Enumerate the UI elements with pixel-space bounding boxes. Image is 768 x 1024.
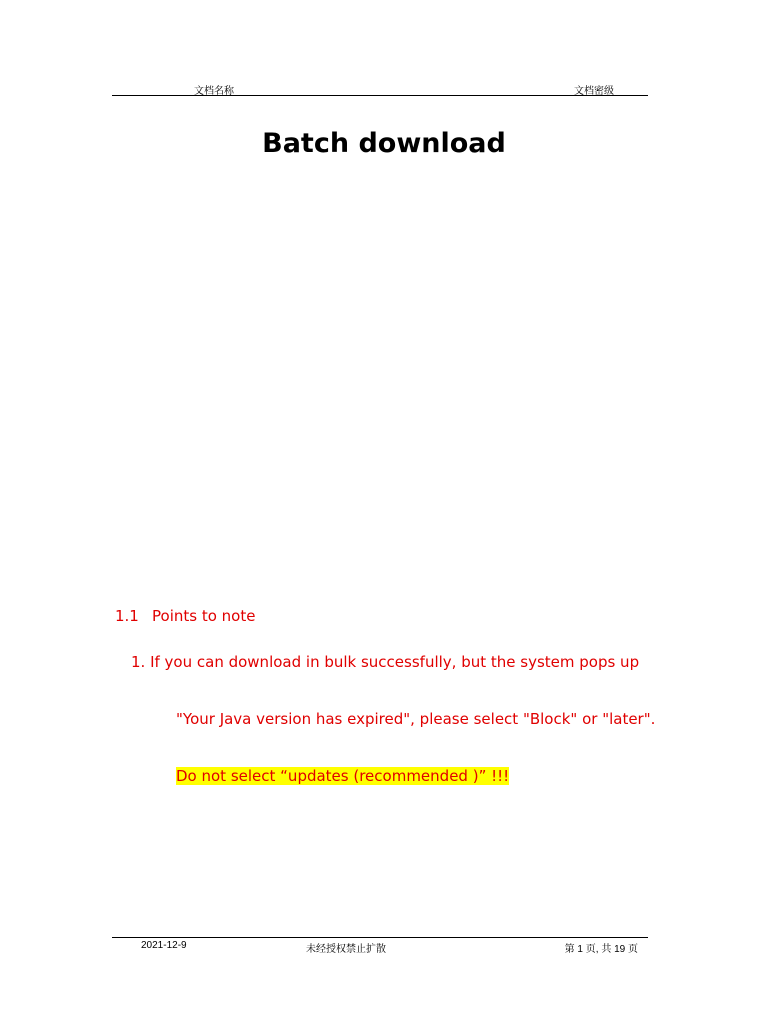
header-doc-classification: 文档密级: [574, 86, 614, 97]
body-line-3-highlight: [176, 767, 509, 785]
section-heading: [115, 607, 255, 625]
highlighted-warning: Do not select “updates (recommended )” !!!: [176, 767, 510, 785]
section-number: 1.1: [115, 607, 139, 625]
footer-date: 2021-12-9: [141, 940, 187, 951]
footer-page-number: 第 1 页, 共 19 页: [564, 944, 638, 955]
body-line-2: "Your Java version has expired", please select "Block" or "later".: [176, 710, 656, 728]
page-footer: [112, 937, 648, 955]
section-title: Points to note: [152, 607, 256, 625]
header-doc-name: 文档名称: [194, 86, 234, 97]
body-line-1: 1. If you can download in bulk successfully, but the system pops up: [131, 653, 640, 671]
footer-confidential: 未经授权禁止扩散: [306, 944, 386, 955]
page-header: [112, 82, 648, 96]
document-title: Batch download: [262, 128, 506, 159]
